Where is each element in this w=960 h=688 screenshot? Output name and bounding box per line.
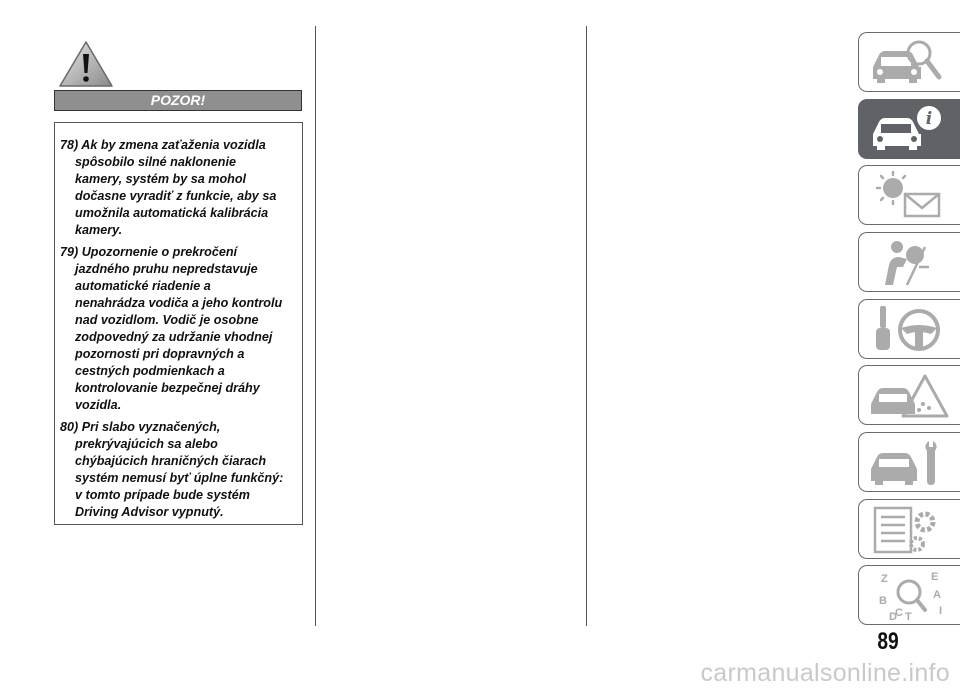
warning-triangle-icon: [58, 40, 114, 88]
note-line: zodpovedný za udržanie vhodnej: [75, 330, 273, 344]
note-line: cestných podmienkach a: [75, 364, 225, 378]
note-line: chýbajúcich hraničných čiarach: [75, 454, 267, 468]
index-letter: B: [879, 595, 887, 607]
warning-note: [60, 244, 298, 414]
airbag-person-icon: [867, 237, 951, 289]
note-line: umožnila automatická kalibrácia: [75, 206, 269, 220]
note-line: nad vozidlom. Vodič je osobne: [75, 313, 259, 327]
tab-index[interactable]: [858, 565, 960, 625]
tab-getting-to-know[interactable]: [858, 99, 960, 159]
note-line: Driving Advisor vypnutý.: [75, 505, 224, 519]
watermark: carmanualsonline.info: [700, 659, 950, 687]
tab-maintenance[interactable]: [858, 432, 960, 492]
note-line: pozornosti pri dopravných a: [75, 347, 245, 361]
tab-technical-specs[interactable]: [858, 499, 960, 559]
car-emergency-icon: [867, 370, 951, 422]
index-letter: I: [939, 605, 943, 617]
tab-warning-lights[interactable]: [858, 165, 960, 225]
car-wrench-icon: [867, 437, 951, 489]
alphabetical-index-icon: [867, 570, 951, 622]
note-first-line: 79) Upozornenie o prekročení: [60, 245, 238, 259]
column-divider: [315, 26, 316, 626]
note-line: vozidla.: [75, 398, 122, 412]
warning-box: [54, 122, 303, 525]
specs-gear-icon: [867, 504, 951, 556]
index-letter: T: [905, 611, 912, 622]
car-search-icon: [867, 37, 951, 89]
note-first-line: 80) Pri slabo vyznačených,: [60, 420, 221, 434]
note-line: kamery, systém by sa mohol: [75, 172, 247, 186]
tab-starting-driving[interactable]: [858, 299, 960, 359]
note-line: kamery.: [75, 223, 123, 237]
note-line: kontrolovanie bezpečnej dráhy: [75, 381, 260, 395]
column-divider: [586, 26, 587, 626]
note-line: prekrývajúcich sa alebo: [75, 437, 218, 451]
car-info-icon: [867, 104, 951, 156]
warning-note: [60, 137, 298, 239]
note-line: systém nemusí byť úplne funkčný:: [75, 471, 284, 485]
tab-emergency[interactable]: [858, 365, 960, 425]
svg-text:i: i: [925, 109, 933, 129]
warning-note: [60, 419, 298, 521]
note-line: v tomto prípade bude systém: [75, 488, 250, 502]
note-first-line: 78) Ak by zmena zaťaženia vozidla: [60, 138, 266, 152]
index-letter: C: [895, 607, 903, 619]
warning-lights-message-icon: [867, 170, 951, 222]
warning-header: POZOR!: [54, 90, 302, 111]
note-line: dočasne vyradiť z funkcie, aby sa: [75, 189, 277, 203]
index-letter: A: [933, 589, 941, 601]
note-line: nenahrádza vodiča a jeho kontrolu: [75, 296, 283, 310]
tab-safety[interactable]: [858, 232, 960, 292]
note-line: automatické riadenie a: [75, 279, 211, 293]
index-letter: D: [889, 611, 897, 622]
index-letter: Z: [881, 573, 888, 585]
index-letter: E: [931, 571, 939, 583]
note-line: jazdného pruhu nepredstavuje: [75, 262, 258, 276]
note-line: spôsobilo silné naklonenie: [75, 155, 236, 169]
tab-knowing-the-car[interactable]: [858, 32, 960, 92]
page-number: 89: [877, 628, 899, 655]
key-steering-wheel-icon: [867, 304, 951, 356]
